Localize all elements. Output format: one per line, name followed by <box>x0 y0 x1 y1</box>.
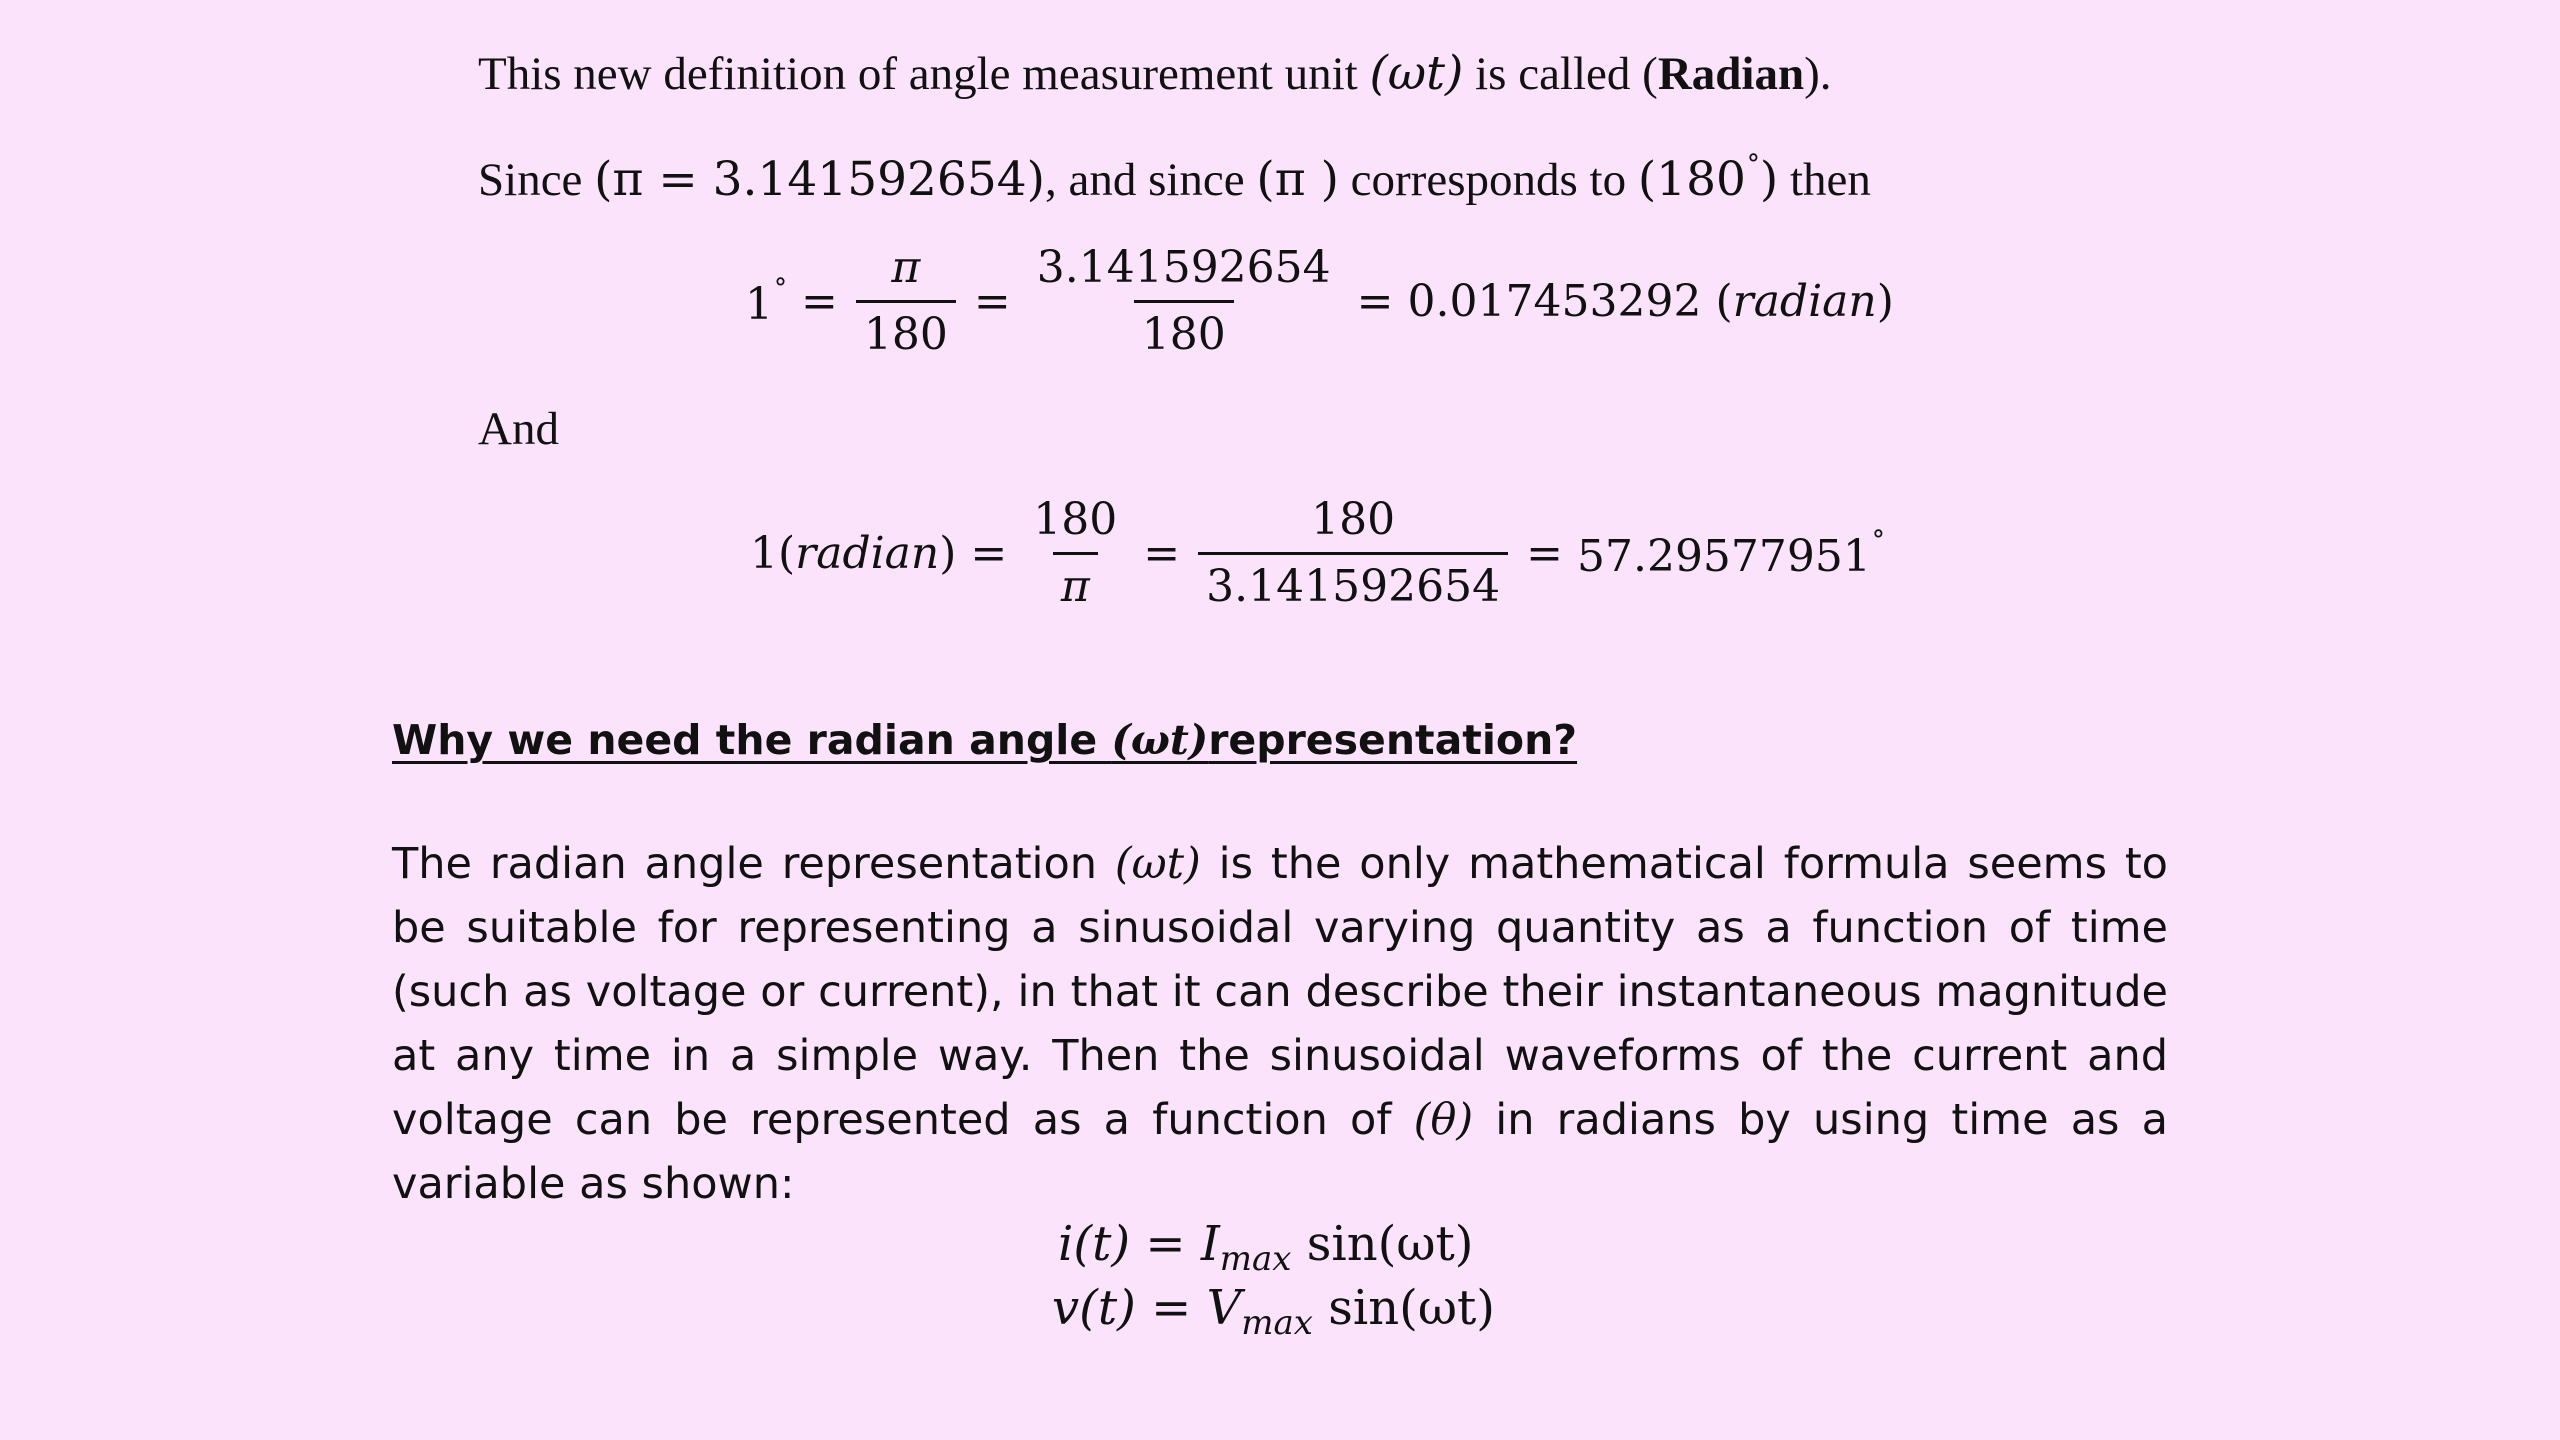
section-heading <box>392 716 1577 764</box>
equals-sign: = <box>1526 527 1563 579</box>
line2-prefix: Since <box>478 154 595 206</box>
line1-mid: is called ( <box>1463 48 1658 100</box>
heading-omega-t: (ωt) <box>1111 716 1209 764</box>
eq2-frac2-numerator: 180 <box>1311 494 1396 545</box>
eq1-frac1-numerator: π <box>891 242 921 293</box>
pi-symbol: (π ) <box>1256 152 1339 207</box>
paragraph-theta: (θ) <box>1413 1095 1474 1145</box>
pi-value: (π = 3.141592654) <box>594 152 1045 207</box>
line1-prefix: This new definition of angle measurement unit <box>478 48 1370 100</box>
eq2-fraction-180-over-pi <box>1025 494 1125 612</box>
radian-to-degree-equation <box>750 494 1885 612</box>
equals-sign: = <box>1143 527 1181 579</box>
eq1-result: 0.017453292 <box>1407 275 1702 327</box>
paragraph-omega-t: (ωt) <box>1114 839 1201 889</box>
line2-mid2: corresponds to <box>1338 154 1638 206</box>
line1-suffix: ). <box>1804 48 1832 100</box>
radian-term: Radian <box>1657 48 1805 100</box>
eq2-frac1-denominator: π <box>1053 552 1098 609</box>
degree-to-radian-equation <box>745 242 1894 360</box>
equals-sign: = <box>801 275 838 327</box>
eq2-result: 57.29577951° <box>1576 526 1885 582</box>
eq1-fraction-pi-over-180 <box>856 242 956 360</box>
and-label: And <box>478 403 559 455</box>
paragraph-part3: in radians by using time as a variable as shown: <box>392 1095 2168 1209</box>
equals-sign: = <box>973 275 1011 327</box>
heading-prefix: Why we need the radian angle <box>392 716 1112 764</box>
explanation-paragraph <box>392 832 2168 1216</box>
degree-180: (180°) <box>1637 150 1779 207</box>
equals-sign: = <box>1356 275 1394 327</box>
line2-mid: , and since <box>1044 154 1257 206</box>
eq2-frac2-denominator: 3.141592654 <box>1198 552 1508 609</box>
eq1-unit: (radian) <box>1715 275 1894 327</box>
eq2-fraction-180-over-value <box>1198 494 1508 612</box>
voltage-formula: $v(t) = V_{max}$ sin(ωt) <box>1052 1280 1495 1343</box>
paragraph-part2: is the only mathematical formula seems to be suitable for representing a sinusoidal varying quantity as a function of time (such as voltage or current), in that it can describe their instantaneous magnitude at any time in a simple way. Then the sinusoidal waveforms of the current and voltage can be represented as a function of <box>392 839 2168 1145</box>
eq2-frac1-numerator: 180 <box>1033 494 1118 545</box>
equals-sign: = <box>970 527 1008 579</box>
omega-t-symbol: (ωt) <box>1369 46 1464 101</box>
eq1-frac2-denominator: 180 <box>1134 300 1234 357</box>
pi-correspondence-line <box>478 150 1871 207</box>
eq1-frac1-denominator: 180 <box>856 300 956 357</box>
eq1-lhs: 1° <box>745 274 787 330</box>
current-formula: $i(t) = I_{max}$ sin(ωt) <box>1058 1216 1474 1279</box>
line2-suffix: then <box>1778 154 1871 206</box>
eq1-fraction-value-over-180 <box>1029 242 1339 360</box>
paragraph-part1: The radian angle representation <box>392 839 1115 889</box>
radian-definition-line <box>478 46 1832 101</box>
heading-suffix: representation? <box>1208 716 1578 764</box>
eq1-frac2-numerator: 3.141592654 <box>1036 242 1331 293</box>
eq2-lhs: 1(radian) <box>750 527 957 579</box>
